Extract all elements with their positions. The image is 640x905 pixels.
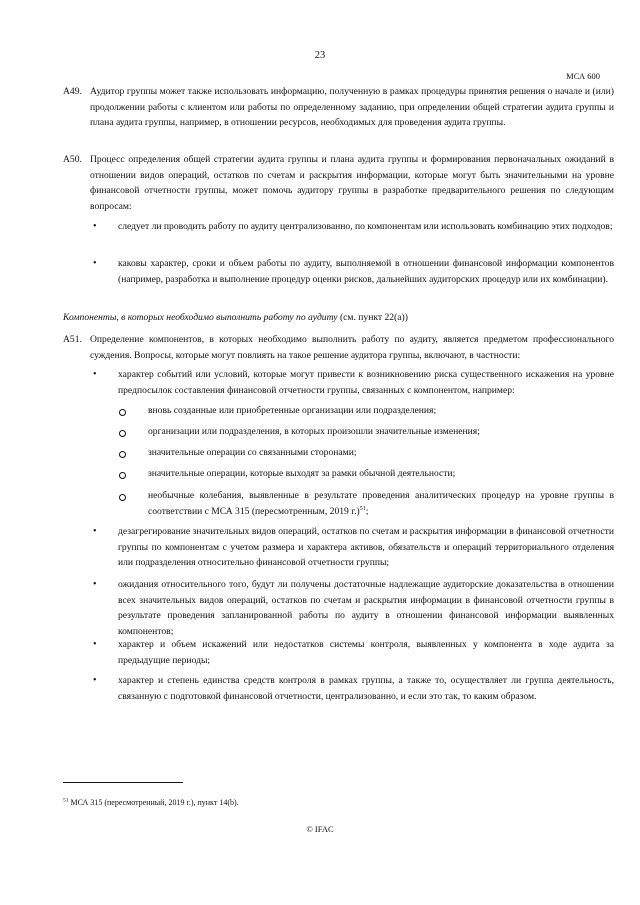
bullet-icon: • — [93, 526, 97, 537]
footnote-text: МСА 315 (пересмотренный, 2019 г.), пункт 14(b). — [68, 798, 239, 807]
sub-list-item-end: ; — [365, 505, 369, 517]
footnote-marker: 51 — [63, 797, 69, 804]
footnote-reference: 51 — [359, 505, 366, 512]
section-heading-italic: Компоненты, в которых необходимо выполнить работу по аудиту — [63, 312, 338, 323]
paragraph-a50: Процесс определения общей стратегии аудита группы и плана аудита группы и формирования первоначальных ожиданий в отношении видов операций, остатков по счетам и раскрытия информации, которые могут быть значительными на уровне финансовой отчетности группы, может помочь аудитору группы в разработке предварительного решения по следующим вопросам: — [90, 154, 614, 212]
paragraph-a49: Аудитор группы может также использовать информацию, полученную в рамках процедуры принятия решения о начале и (или) продолжении работы с клиентом или работы по определенному заданию, при определении общей стратегии аудита группы и плана аудита группы, например, в отношении ресурсов, необходимых для проведения аудита группы. — [90, 86, 614, 129]
paragraph-label-a50: A50. — [63, 154, 82, 165]
paragraph-label-a49: A49. — [63, 86, 82, 97]
section-heading — [63, 310, 408, 326]
list-item: каковы характер, сроки и объем работы по аудиту, выполняемой в отношении финансовой информации компонентов (например, разработка и выполнение процедур оценки рисков, дальнейших аудиторских процедур или их комбинации). — [118, 258, 614, 285]
list-item: характер и объем искажений или недостатков системы контроля, выявленных у компонента в ходе аудита за предыдущие периоды; — [118, 639, 614, 666]
paragraph-label-a51: A51. — [63, 334, 82, 345]
bullet-icon: • — [93, 221, 97, 232]
circle-bullet-icon — [119, 430, 126, 437]
page-number: 23 — [314, 50, 326, 61]
footnote-divider — [63, 782, 183, 783]
bullet-icon: • — [93, 639, 97, 650]
circle-bullet-icon — [119, 409, 126, 416]
list-item: дезагрегирование значительных видов операций, остатков по счетам и раскрытия информации в финансовой отчетности группы по компонентам с учетом размера и характера активов, обязательств и операций территориального отделения или подразделения относительно финансовой отчетности группы; — [118, 526, 614, 569]
sub-list-item: значительные операции, которые выходят за рамки обычной деятельности; — [148, 468, 456, 479]
bullet-icon: • — [93, 258, 97, 269]
circle-bullet-icon — [119, 451, 126, 458]
sub-list-item: организации или подразделения, в которых произошли значительные изменения; — [148, 426, 480, 437]
list-item: характер событий или условий, которые могут привести к возникновению риска существенного искажения на уровне предпосылок составления финансовой отчетности группы, связанных с компонентом, например: — [118, 369, 614, 396]
paragraph-a51: Определение компонентов, в которых необходимо выполнить работу по аудиту, является предметом профессионального суждения. Вопросы, которые могут повлиять на такое решение аудитора группы, включают, в частности: — [90, 334, 614, 361]
section-heading-ref: (см. пункт 22(а)) — [337, 312, 408, 323]
copyright-footer: © IFAC — [306, 824, 334, 834]
sub-list-item-text: необычные колебания, выявленные в результате проведения аналитических процедур на уровне группы в соответствии с МСА 315 (пересмотренным, 2019 г.) — [148, 490, 614, 517]
sub-list-item — [148, 488, 614, 519]
sub-list-item: значительные операции со связанными сторонами; — [148, 447, 357, 458]
list-item: характер и степень единства средств контроля в рамках группы, а также то, осуществляет ли группа деятельность, связанную с подготовкой финансовой отчетности, централизованно, и если это так, то каким образом. — [118, 675, 614, 702]
bullet-icon: • — [93, 369, 97, 380]
bullet-icon: • — [93, 579, 97, 590]
bullet-icon: • — [93, 675, 97, 686]
list-item: ожидания относительного того, будут ли получены достаточные надлежащие аудиторские доказательства в отношении всех значительных видов операций, остатков по счетам и раскрытия информации в финансовой отчетности группы в результате проведения запланированной работы по аудиту в отношении финансовой информации выявленных компонентов; — [118, 579, 614, 637]
circle-bullet-icon — [119, 494, 126, 501]
document-reference: МСА 600 — [566, 71, 600, 81]
sub-list-item: вновь созданные или приобретенные организации или подразделения; — [148, 405, 437, 416]
circle-bullet-icon — [119, 472, 126, 479]
list-item: следует ли проводить работу по аудиту централизованно, по компонентам или использовать комбинацию этих подходов; — [118, 221, 613, 232]
footnote — [63, 797, 239, 808]
